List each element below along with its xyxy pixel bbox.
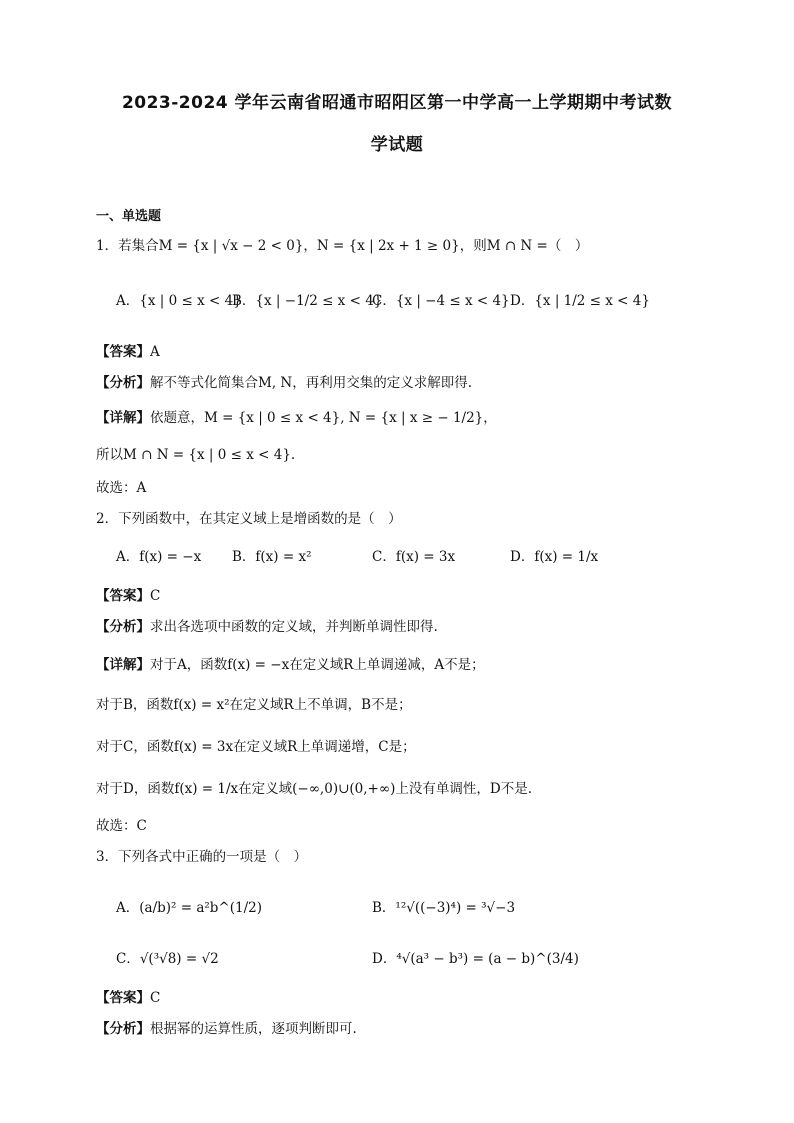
q1-option-c: C．{x | −4 ≤ x < 4} — [372, 293, 510, 309]
document-title-line2: 学试题 — [370, 135, 424, 155]
q1-option-d: D．{x | 1/2 ≤ x < 4} — [510, 293, 650, 309]
q1-stem: 1．若集合M = {x | √x − 2 < 0}，N = {x | 2x + 1 ≥ 0}，则M ∩ N =（ ） — [96, 238, 589, 254]
q3-option-c: C．√(³√8) = √2 — [116, 951, 219, 967]
answer-tag: 【答案】 — [96, 344, 150, 360]
q3-analysis-line — [96, 1017, 357, 1037]
q3-analysis: 根据幂的运算性质，逐项判断即可. — [150, 1021, 357, 1037]
detail-tag: 【详解】 — [96, 657, 150, 673]
q3-option-d: D．⁴√(a³ − b³) = (a − b)^(3/4) — [372, 951, 579, 967]
q1-option-b: B．{x | −1/2 ≤ x < 4} — [232, 293, 383, 309]
q3-option-b: B．¹²√((−3)⁴) = ³√−3 — [372, 900, 516, 916]
q1-answer: A — [150, 344, 160, 360]
document-title-line1: 2023-2024 学年云南省昭通市昭阳区第一中学高一上学期期中考试数 — [121, 93, 673, 113]
q2-option-a: A．f(x) = −x — [116, 549, 202, 565]
q3-answer-line — [96, 986, 160, 1006]
q2-analysis-line — [96, 615, 438, 635]
q1-analysis: 解不等式化简集合M, N，再利用交集的定义求解即得. — [150, 375, 473, 391]
q2-detail-line3: 对于C，函数f(x) = 3x在定义域R上单调递增，C是； — [96, 739, 416, 755]
q2-option-d: D．f(x) = 1/x — [510, 549, 599, 565]
q2-analysis: 求出各选项中函数的定义域，并判断单调性即得. — [150, 619, 438, 635]
answer-tag: 【答案】 — [96, 990, 150, 1006]
analysis-tag: 【分析】 — [96, 619, 150, 635]
section-heading: 一、单选题 — [96, 209, 162, 224]
analysis-tag: 【分析】 — [96, 1021, 150, 1037]
q2-detail-line2: 对于B，函数f(x) = x²在定义域R上不单调，B不是； — [96, 697, 412, 713]
q1-choose: 故选：A — [96, 480, 147, 496]
q2-detail-line4: 对于D，函数f(x) = 1/x在定义域(−∞,0)∪(0,+∞)上没有单调性，D不是. — [96, 781, 532, 797]
q1-option-a: A．{x | 0 ≤ x < 4} — [116, 293, 242, 309]
q2-detail-line1 — [96, 653, 485, 673]
detail-tag: 【详解】 — [96, 410, 150, 426]
q1-detail-line1 — [96, 406, 497, 426]
q2-answer: C — [150, 588, 161, 604]
q2-choose: 故选：C — [96, 818, 147, 834]
q2-stem: 2．下列函数中，在其定义域上是增函数的是（ ） — [96, 511, 402, 527]
q3-stem: 3．下列各式中正确的一项是（ ） — [96, 849, 308, 865]
q1-detail-line2: 所以M ∩ N = {x | 0 ≤ x < 4}. — [96, 447, 296, 463]
q2-option-b: B．f(x) = x² — [232, 549, 312, 565]
q2-detail1: 对于A，函数f(x) = −x在定义域R上单调递减，A不是； — [150, 657, 485, 673]
analysis-tag: 【分析】 — [96, 375, 150, 391]
q2-answer-line — [96, 584, 160, 604]
q2-option-c: C．f(x) = 3x — [372, 549, 456, 565]
q3-option-a: A．(a/b)² = a²b^(1/2) — [116, 900, 263, 916]
q3-answer: C — [150, 990, 161, 1006]
answer-tag: 【答案】 — [96, 588, 150, 604]
q1-detail1: 依题意，M = {x | 0 ≤ x < 4}, N = {x | x ≥ − 1/2}， — [150, 410, 497, 426]
q1-answer-line — [96, 340, 160, 360]
q1-analysis-line — [96, 371, 472, 391]
